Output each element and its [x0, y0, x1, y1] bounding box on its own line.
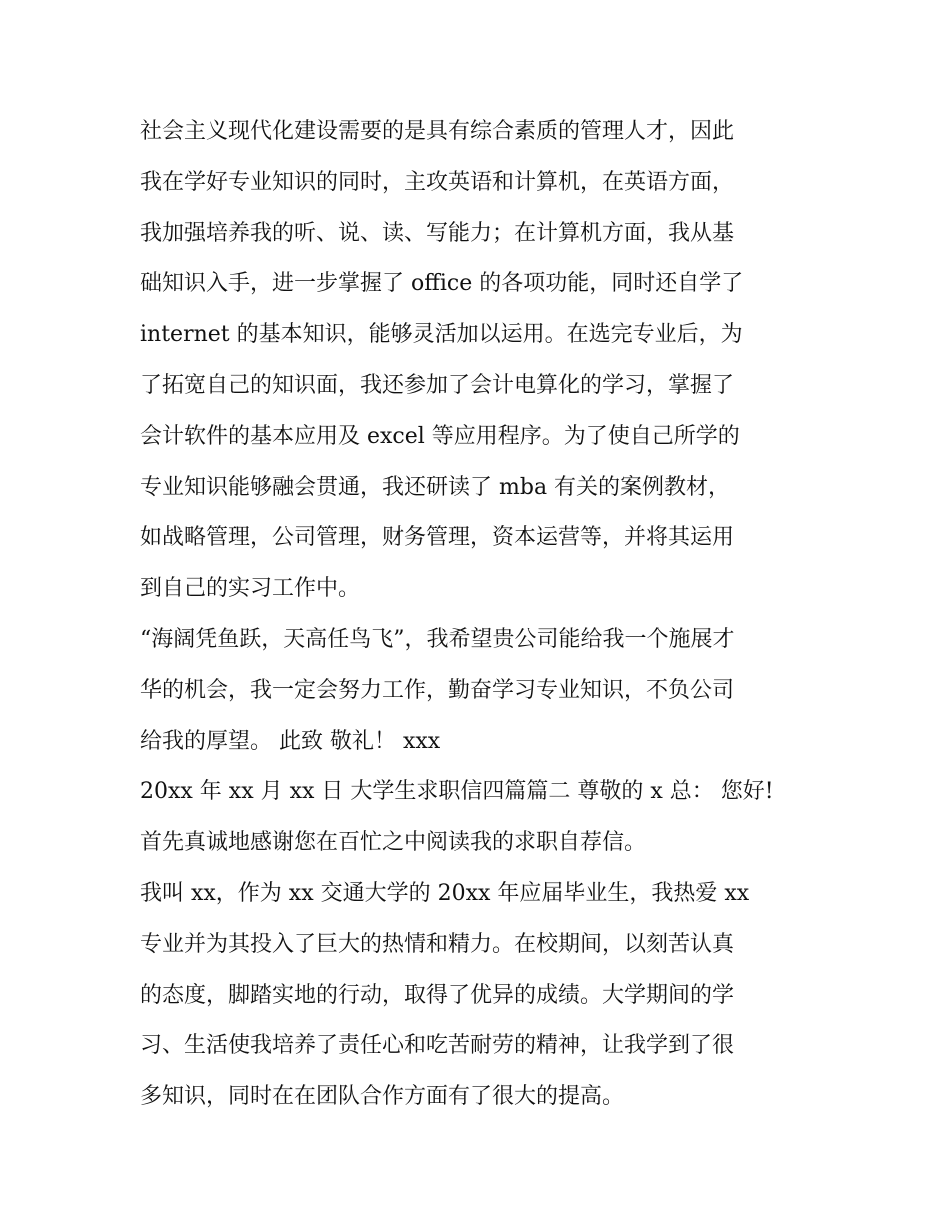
text-line-14: 20xx 年 xx 月 xx 日 大学生求职信四篇篇二 尊敬的 x 总： 您好!	[140, 779, 774, 805]
text-line-7: 会计软件的基本应用及 excel 等应用程序。为了使自己所学的	[140, 423, 740, 449]
text-line-2: 我在学好专业知识的同时，主攻英语和计算机，在英语方面，	[140, 169, 735, 195]
text-line-20: 多知识，同时在在团队合作方面有了很大的提高。	[140, 1084, 625, 1110]
text-line-11: “海阔凭鱼跃，天高任鸟飞”，我希望贵公司能给我一个施展才	[140, 626, 735, 652]
text-line-12: 华的机会，我一定会努力工作，勤奋学习专业知识，不负公司	[140, 677, 735, 703]
text-line-3: 我加强培养我的听、说、读、写能力；在计算机方面，我从基	[140, 220, 735, 246]
text-line-15: 首先真诚地感谢您在百忙之中阅读我的求职自荐信。	[140, 830, 647, 856]
text-line-18: 的态度，脚踏实地的行动，取得了优异的成绩。大学期间的学	[140, 982, 735, 1008]
text-line-6: 了拓宽自己的知识面，我还参加了会计电算化的学习，掌握了	[140, 372, 735, 398]
text-line-19: 习、生活使我培养了责任心和吃苦耐劳的精神，让我学到了很	[140, 1033, 735, 1059]
text-line-10: 到自己的实习工作中。	[140, 576, 361, 602]
text-line-16: 我叫 xx，作为 xx 交通大学的 20xx 年应届毕业生，我热爱 xx	[140, 880, 750, 906]
text-line-17: 专业并为其投入了巨大的热情和精力。在校期间，以刻苦认真	[140, 931, 735, 957]
document-body	[140, 107, 820, 1123]
text-line-8: 专业知识能够融会贯通，我还研读了 mba 有关的案例教材，	[140, 474, 731, 500]
text-line-5: internet 的基本知识，能够灵活加以运用。在选完专业后，为	[140, 322, 743, 348]
text-line-1: 社会主义现代化建设需要的是具有综合素质的管理人才，因此	[140, 119, 735, 144]
text-line-13: 给我的厚望。 此致 敬礼！ xxx	[140, 728, 441, 754]
text-line-9: 如战略管理，公司管理，财务管理，资本运营等，并将其运用	[140, 525, 735, 551]
text-line-4: 础知识入手，进一步掌握了 office 的各项功能，同时还自学了	[140, 271, 744, 297]
